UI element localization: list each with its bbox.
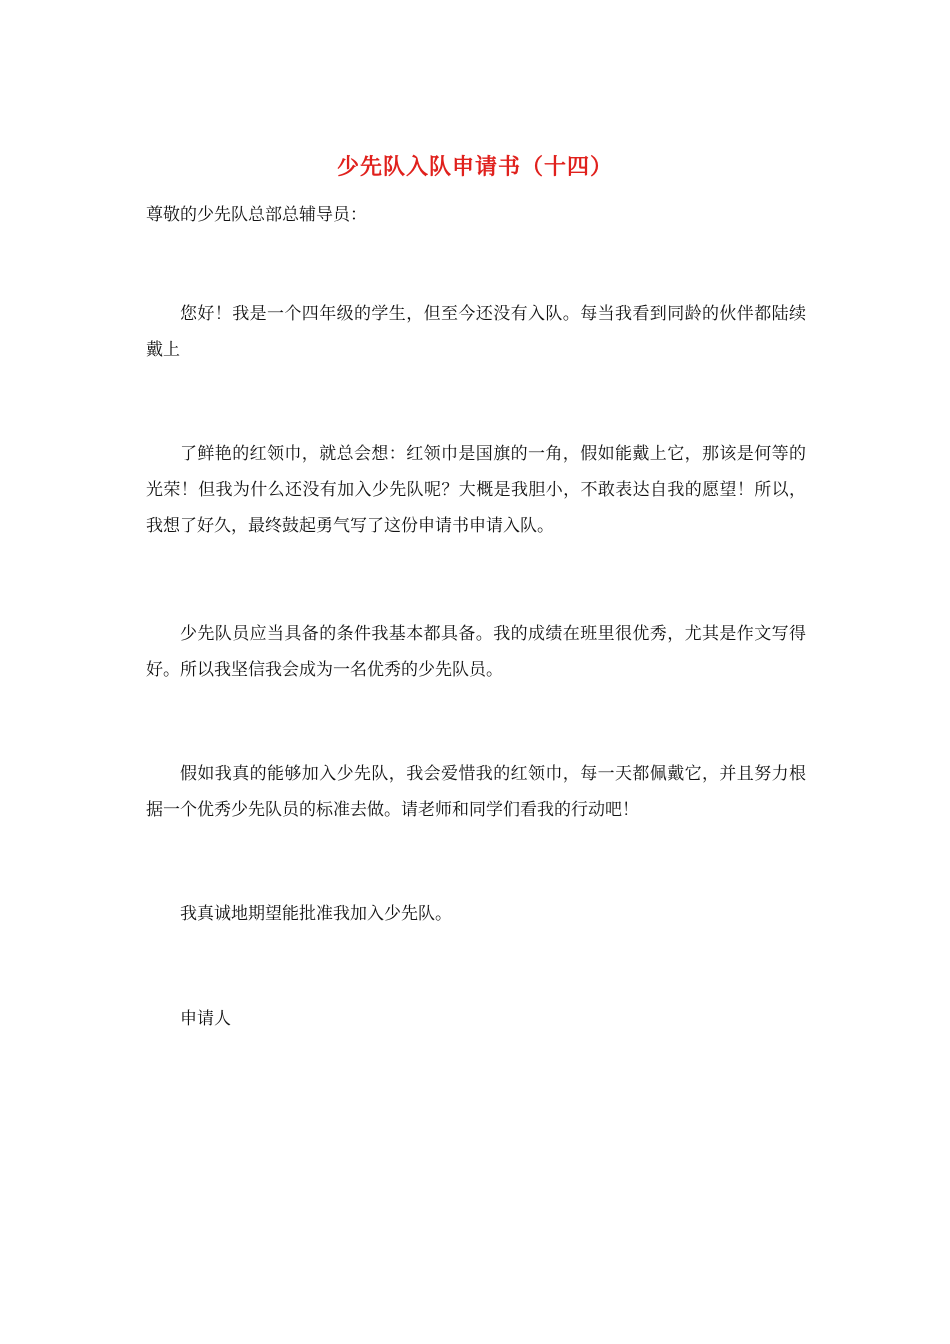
- applicant-signature-label: 申请人: [180, 1009, 231, 1029]
- salutation: 尊敬的少先队总部总辅导员：: [146, 205, 367, 225]
- paragraph-qualifications: 少先队员应当具备的条件我基本都具备。我的成绩在班里很优秀，尤其是作文写得好。所以我坚信我会成为一名优秀的少先队员。: [146, 624, 806, 680]
- paragraph-promise: 假如我真的能够加入少先队，我会爱惜我的红领巾，每一天都佩戴它，并且努力根据一个优秀少先队员的标准去做。请老师和同学们看我的行动吧！: [146, 764, 806, 820]
- document-title: 少先队入队申请书（十四）: [336, 154, 613, 180]
- paragraph-red-scarf: 了鲜艳的红领巾，就总会想：红领巾是国旗的一角，假如能戴上它，那该是何等的光荣！但我为什么还没有加入少先队呢？大概是我胆小，不敢表达自我的愿望！所以，我想了好久，最终鼓起勇气写了这份申请书申请入队。: [146, 444, 806, 536]
- paragraph-request: 我真诚地期望能批准我加入少先队。: [180, 904, 452, 924]
- paragraph-greeting: 您好！我是一个四年级的学生，但至今还没有入队。每当我看到同龄的伙伴都陆续戴上: [146, 304, 806, 360]
